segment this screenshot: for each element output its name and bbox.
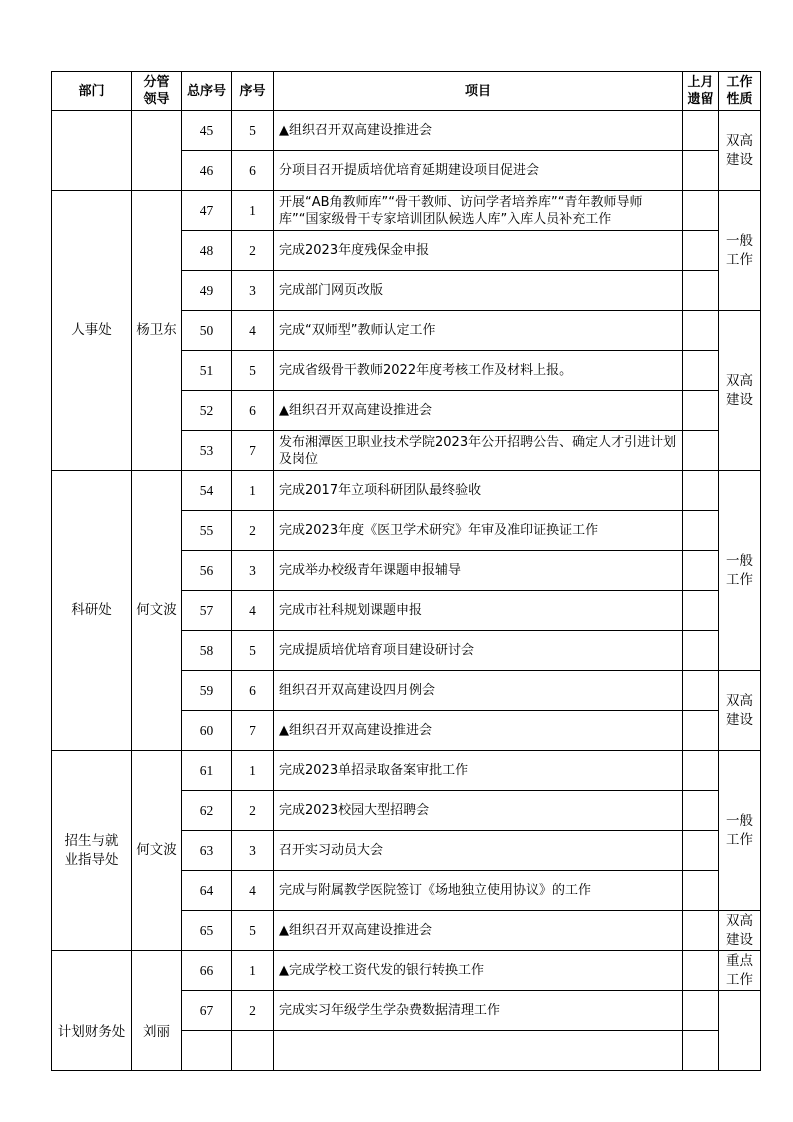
total-no-cell: 63 — [182, 831, 232, 871]
total-no-cell: 67 — [182, 991, 232, 1031]
item-cell: 完成部门网页改版 — [274, 271, 683, 311]
total-no-cell: 62 — [182, 791, 232, 831]
seq-cell: 3 — [232, 271, 274, 311]
carryover-cell — [683, 271, 719, 311]
item-cell: ▲组织召开双高建设推进会 — [274, 391, 683, 431]
item-cell: 完成2023单招录取备案审批工作 — [274, 751, 683, 791]
item-cell: 组织召开双高建设四月例会 — [274, 671, 683, 711]
nature-cell — [719, 991, 761, 1071]
nature-cell: 重点工作 — [719, 951, 761, 991]
seq-cell: 4 — [232, 591, 274, 631]
header-nature: 工作性质 — [719, 72, 761, 111]
leader-cell: 刘丽 — [132, 951, 182, 1071]
total-no-cell: 49 — [182, 271, 232, 311]
item-cell: 完成市社科规划课题申报 — [274, 591, 683, 631]
carryover-cell — [683, 111, 719, 151]
leader-cell — [132, 111, 182, 191]
total-no-cell: 52 — [182, 391, 232, 431]
item-cell: 发布湘潭医卫职业技术学院2023年公开招聘公告、确定人才引进计划及岗位 — [274, 431, 683, 471]
item-cell: ▲组织召开双高建设推进会 — [274, 711, 683, 751]
seq-cell: 6 — [232, 671, 274, 711]
total-no-cell: 53 — [182, 431, 232, 471]
dept-cell — [52, 111, 132, 191]
carryover-cell — [683, 311, 719, 351]
seq-cell: 1 — [232, 751, 274, 791]
total-no-cell: 59 — [182, 671, 232, 711]
seq-cell: 5 — [232, 911, 274, 951]
dept-cell: 人事处 — [52, 191, 132, 471]
carryover-cell — [683, 911, 719, 951]
total-no-cell: 58 — [182, 631, 232, 671]
carryover-cell — [683, 831, 719, 871]
carryover-cell — [683, 551, 719, 591]
carryover-cell — [683, 791, 719, 831]
seq-cell: 2 — [232, 791, 274, 831]
seq-cell: 2 — [232, 991, 274, 1031]
table-row — [52, 751, 761, 791]
total-no-cell: 45 — [182, 111, 232, 151]
header-item: 项目 — [274, 72, 683, 111]
nature-cell: 双高建设 — [719, 911, 761, 951]
seq-cell: 5 — [232, 631, 274, 671]
leader-cell: 何文波 — [132, 471, 182, 751]
total-no-cell: 47 — [182, 191, 232, 231]
seq-cell: 6 — [232, 391, 274, 431]
item-cell: 完成2023校园大型招聘会 — [274, 791, 683, 831]
work-plan-table — [51, 71, 761, 1071]
carryover-cell — [683, 751, 719, 791]
seq-cell: 2 — [232, 231, 274, 271]
seq-cell: 7 — [232, 711, 274, 751]
header-leader: 分管领导 — [132, 72, 182, 111]
seq-cell: 3 — [232, 551, 274, 591]
total-no-cell: 54 — [182, 471, 232, 511]
nature-cell: 双高建设 — [719, 311, 761, 471]
seq-cell: 5 — [232, 111, 274, 151]
table-row — [52, 471, 761, 511]
item-cell — [274, 1031, 683, 1071]
carryover-cell — [683, 471, 719, 511]
item-cell: 完成省级骨干教师2022年度考核工作及材料上报。 — [274, 351, 683, 391]
carryover-cell — [683, 511, 719, 551]
work-plan-sheet — [51, 71, 760, 1040]
item-cell: 开展“AB角教师库”“骨干教师、访问学者培养库”“青年教师导师库”“国家级骨干专家培训团队候选人库”入库人员补充工作 — [274, 191, 683, 231]
item-cell: ▲组织召开双高建设推进会 — [274, 111, 683, 151]
item-cell: 完成2023年度《医卫学术研究》年审及准印证换证工作 — [274, 511, 683, 551]
total-no-cell — [182, 1031, 232, 1071]
seq-cell: 4 — [232, 871, 274, 911]
seq-cell: 5 — [232, 351, 274, 391]
leader-cell: 何文波 — [132, 751, 182, 951]
item-cell: 完成与附属教学医院签订《场地独立使用协议》的工作 — [274, 871, 683, 911]
item-cell: 召开实习动员大会 — [274, 831, 683, 871]
total-no-cell: 64 — [182, 871, 232, 911]
dept-cell: 科研处 — [52, 471, 132, 751]
table-header-row — [52, 72, 761, 111]
item-cell: 完成2023年度残保金申报 — [274, 231, 683, 271]
carryover-cell — [683, 591, 719, 631]
seq-cell — [232, 1031, 274, 1071]
total-no-cell: 57 — [182, 591, 232, 631]
carryover-cell — [683, 431, 719, 471]
seq-cell: 2 — [232, 511, 274, 551]
item-cell: 完成2017年立项科研团队最终验收 — [274, 471, 683, 511]
total-no-cell: 48 — [182, 231, 232, 271]
carryover-cell — [683, 951, 719, 991]
nature-cell: 一般工作 — [719, 471, 761, 671]
dept-cell: 招生与就业指导处 — [52, 751, 132, 951]
item-cell: 完成实习年级学生学杂费数据清理工作 — [274, 991, 683, 1031]
item-cell: ▲完成学校工资代发的银行转换工作 — [274, 951, 683, 991]
nature-cell: 双高建设 — [719, 111, 761, 191]
table-row — [52, 191, 761, 231]
table-row — [52, 951, 761, 991]
seq-cell: 6 — [232, 151, 274, 191]
header-carryover: 上月遗留 — [683, 72, 719, 111]
total-no-cell: 60 — [182, 711, 232, 751]
total-no-cell: 66 — [182, 951, 232, 991]
item-cell: 完成举办校级青年课题申报辅导 — [274, 551, 683, 591]
total-no-cell: 46 — [182, 151, 232, 191]
seq-cell: 7 — [232, 431, 274, 471]
carryover-cell — [683, 991, 719, 1031]
carryover-cell — [683, 671, 719, 711]
carryover-cell — [683, 631, 719, 671]
carryover-cell — [683, 351, 719, 391]
total-no-cell: 55 — [182, 511, 232, 551]
leader-cell: 杨卫东 — [132, 191, 182, 471]
table-row — [52, 111, 761, 151]
seq-cell: 4 — [232, 311, 274, 351]
nature-cell: 双高建设 — [719, 671, 761, 751]
dept-cell: 计划财务处 — [52, 951, 132, 1071]
nature-cell: 一般工作 — [719, 751, 761, 911]
header-total-no: 总序号 — [182, 72, 232, 111]
seq-cell: 3 — [232, 831, 274, 871]
total-no-cell: 50 — [182, 311, 232, 351]
carryover-cell — [683, 1031, 719, 1071]
carryover-cell — [683, 391, 719, 431]
item-cell: 完成“双师型”教师认定工作 — [274, 311, 683, 351]
seq-cell: 1 — [232, 471, 274, 511]
header-dept: 部门 — [52, 72, 132, 111]
item-cell: 完成提质培优培育项目建设研讨会 — [274, 631, 683, 671]
total-no-cell: 51 — [182, 351, 232, 391]
nature-cell: 一般工作 — [719, 191, 761, 311]
carryover-cell — [683, 191, 719, 231]
total-no-cell: 56 — [182, 551, 232, 591]
carryover-cell — [683, 711, 719, 751]
carryover-cell — [683, 151, 719, 191]
header-seq: 序号 — [232, 72, 274, 111]
carryover-cell — [683, 231, 719, 271]
seq-cell: 1 — [232, 191, 274, 231]
total-no-cell: 61 — [182, 751, 232, 791]
total-no-cell: 65 — [182, 911, 232, 951]
item-cell: ▲组织召开双高建设推进会 — [274, 911, 683, 951]
item-cell: 分项目召开提质培优培育延期建设项目促进会 — [274, 151, 683, 191]
carryover-cell — [683, 871, 719, 911]
seq-cell: 1 — [232, 951, 274, 991]
